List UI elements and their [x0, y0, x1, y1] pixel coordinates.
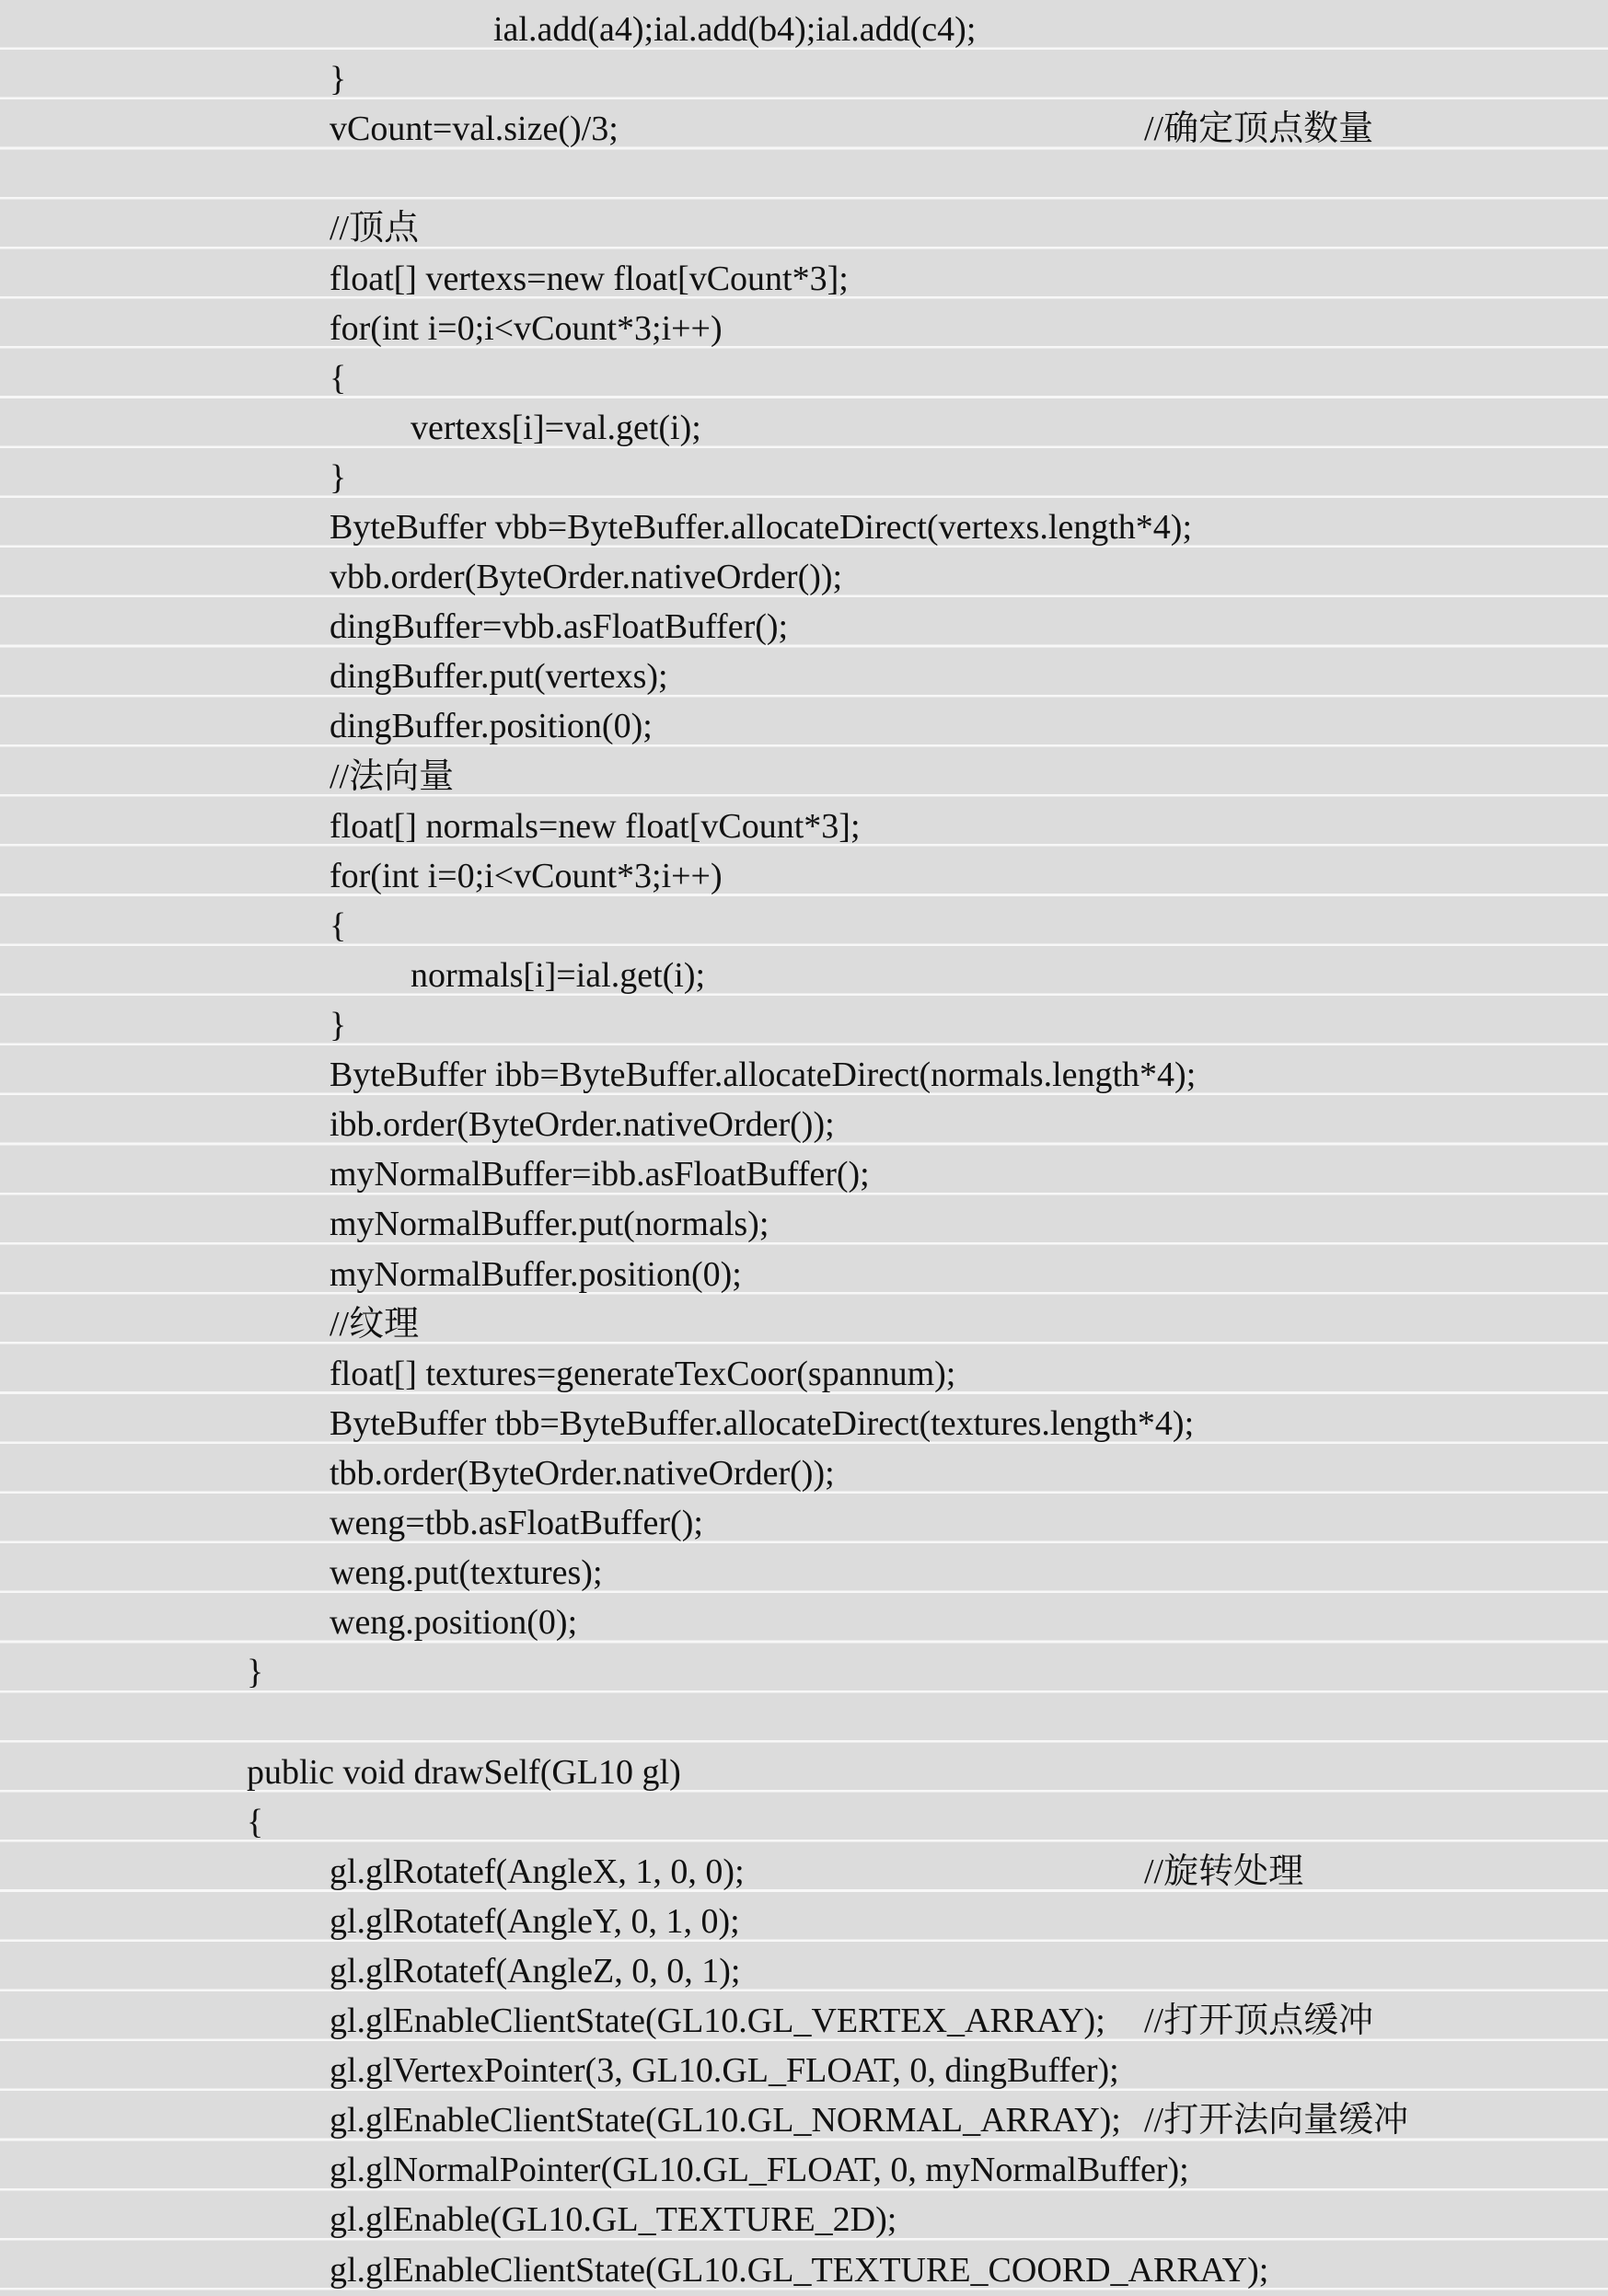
code-line — [0, 652, 1608, 701]
code-line — [0, 453, 1608, 502]
code-line — [0, 254, 1608, 304]
code-line — [0, 1299, 1608, 1349]
code-line — [0, 2145, 1608, 2195]
code-line-text: //法向量 — [330, 756, 455, 796]
code-line-text: } — [330, 60, 347, 99]
code-line — [0, 1498, 1608, 1548]
code-line-text: float[] textures=generateTexCoor(spannum); — [330, 1354, 956, 1393]
code-line — [0, 2245, 1608, 2295]
code-line-comment: //打开法向量缓冲 — [1144, 2101, 1409, 2140]
code-line-text: gl.glVertexPointer(3, GL10.GL_FLOAT, 0, dingBuffer); — [330, 2051, 1119, 2091]
code-line — [0, 2195, 1608, 2244]
code-line-text: vertexs[i]=val.get(i); — [411, 408, 701, 447]
code-line-text: float[] normals=new float[vCount*3]; — [330, 806, 861, 846]
code-line — [0, 203, 1608, 253]
code-line-text: gl.glEnable(GL10.GL_TEXTURE_2D); — [330, 2200, 897, 2240]
code-line-text: gl.glEnableClientState(GL10.GL_TEXTURE_COORD_ARRAY); — [330, 2250, 1269, 2290]
code-line — [0, 752, 1608, 802]
code-line-text: for(int i=0;i<vCount*3;i++) — [330, 856, 723, 895]
code-line-text: } — [247, 1653, 264, 1692]
code-line — [0, 1748, 1608, 1797]
code-line-text: myNormalBuffer=ibb.asFloatBuffer(); — [330, 1155, 870, 1194]
code-line — [0, 304, 1608, 353]
code-line-text: ial.add(a4);ial.add(b4);ial.add(c4); — [493, 10, 977, 49]
code-line-text: //顶点 — [330, 209, 420, 248]
code-line-text: ByteBuffer tbb=ByteBuffer.allocateDirect(textures.length*4); — [330, 1403, 1195, 1443]
code-line-text: float[] vertexs=new float[vCount*3]; — [330, 259, 849, 298]
code-line — [0, 951, 1608, 1000]
code-line — [0, 1448, 1608, 1498]
code-line-text: myNormalBuffer.put(normals); — [330, 1205, 769, 1244]
code-line — [0, 1797, 1608, 1847]
code-line-text: ibb.order(ByteOrder.nativeOrder()); — [330, 1105, 835, 1145]
code-line-text: } — [330, 457, 347, 497]
code-line-text: weng.position(0); — [330, 1603, 578, 1643]
code-line — [0, 552, 1608, 602]
code-line — [0, 403, 1608, 453]
code-line — [0, 5, 1608, 54]
code-line — [0, 1100, 1608, 1149]
code-line — [0, 54, 1608, 104]
code-line — [0, 802, 1608, 851]
code-line-text: ByteBuffer ibb=ByteBuffer.allocateDirect(normals.length*4); — [330, 1056, 1197, 1095]
code-line-comment: //打开顶点缓冲 — [1144, 2002, 1374, 2040]
code-line-text: gl.glRotatef(AngleX, 1, 0, 0); — [330, 1852, 745, 1891]
code-line-text: } — [330, 1006, 347, 1044]
code-line-text: dingBuffer=vbb.asFloatBuffer(); — [330, 607, 789, 647]
code-line — [0, 1996, 1608, 2046]
code-line — [0, 1050, 1608, 1100]
code-line-text: myNormalBuffer.position(0); — [330, 1254, 742, 1294]
code-line-text: tbb.order(ByteOrder.nativeOrder()); — [330, 1453, 835, 1493]
code-line-text: //纹理 — [330, 1304, 420, 1344]
code-line-text: for(int i=0;i<vCount*3;i++) — [330, 308, 723, 348]
code-line-text: ByteBuffer vbb=ByteBuffer.allocateDirect(vertexs.length*4); — [330, 508, 1193, 547]
code-line-text: public void drawSelf(GL10 gl) — [247, 1752, 681, 1792]
code-line — [0, 154, 1608, 203]
code-line-text: gl.glNormalPointer(GL10.GL_FLOAT, 0, myNormalBuffer); — [330, 2151, 1189, 2190]
code-line-text: dingBuffer.position(0); — [330, 707, 653, 746]
code-line — [0, 1399, 1608, 1448]
code-line-text: weng.put(textures); — [330, 1553, 603, 1593]
code-line-text: normals[i]=ial.get(i); — [411, 955, 706, 995]
code-line-text: gl.glEnableClientState(GL10.GL_VERTEX_ARRAY); — [330, 2002, 1105, 2040]
code-line-comment: //确定顶点数量 — [1144, 110, 1374, 149]
code-line — [0, 1946, 1608, 1996]
code-line — [0, 1250, 1608, 1299]
code-line-text: { — [330, 906, 347, 945]
code-line — [0, 851, 1608, 901]
code-line — [0, 901, 1608, 951]
code-line — [0, 2095, 1608, 2145]
code-line — [0, 1847, 1608, 1897]
code-line — [0, 1697, 1608, 1747]
code-line — [0, 502, 1608, 552]
code-line-text: gl.glRotatef(AngleY, 0, 1, 0); — [330, 1901, 740, 1941]
code-line — [0, 2046, 1608, 2095]
code-line — [0, 701, 1608, 751]
code-line-text: weng=tbb.asFloatBuffer(); — [330, 1504, 703, 1542]
code-line-comment: //旋转处理 — [1144, 1852, 1304, 1891]
code-line — [0, 602, 1608, 652]
code-line — [0, 1598, 1608, 1647]
code-line-text: vbb.order(ByteOrder.nativeOrder()); — [330, 558, 843, 597]
code-line — [0, 353, 1608, 403]
code-line — [0, 1149, 1608, 1199]
code-line — [0, 1199, 1608, 1249]
code-line-text: gl.glRotatef(AngleZ, 0, 0, 1); — [330, 1951, 741, 1990]
code-line-text: { — [247, 1802, 264, 1841]
code-line-text: vCount=val.size()/3; — [330, 110, 619, 149]
code-line-text: { — [330, 358, 347, 398]
code-line-text: dingBuffer.put(vertexs); — [330, 657, 668, 697]
code-line — [0, 1897, 1608, 1946]
code-line — [0, 1000, 1608, 1050]
code-line — [0, 104, 1608, 154]
code-line — [0, 1548, 1608, 1598]
code-line — [0, 1349, 1608, 1399]
code-line-text: gl.glEnableClientState(GL10.GL_NORMAL_ARRAY); — [330, 2101, 1121, 2140]
code-line — [0, 1647, 1608, 1697]
